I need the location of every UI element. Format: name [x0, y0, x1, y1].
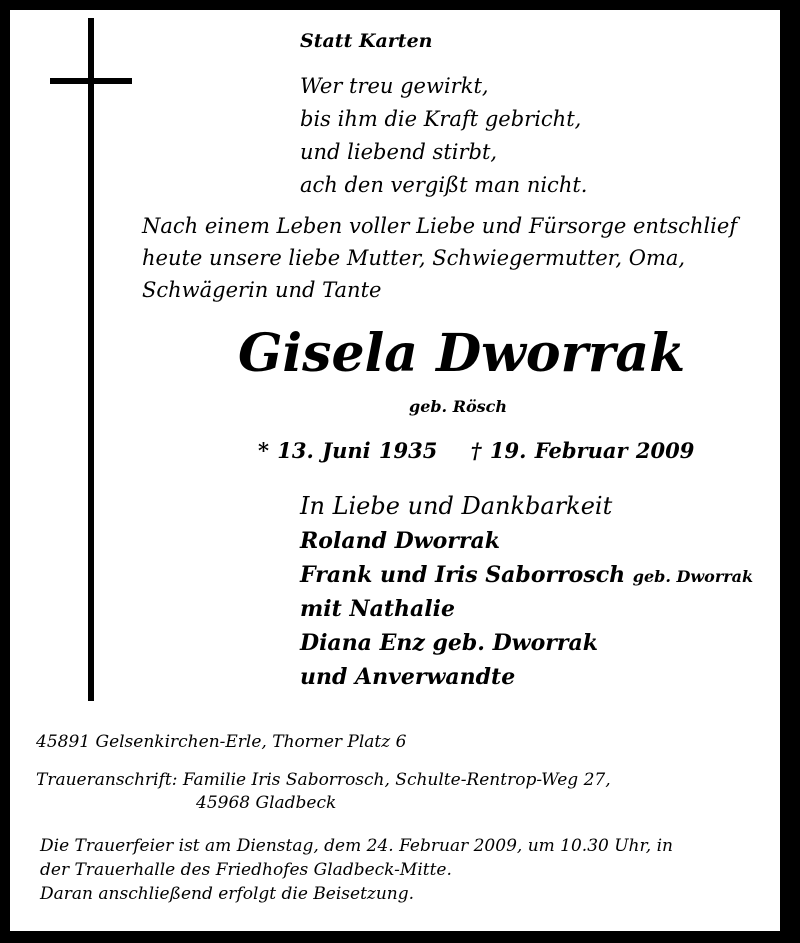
relative-line: Roland Dworrak [300, 528, 500, 554]
relative-line [300, 562, 753, 588]
birth-date: * 13. Juni 1935 [258, 438, 438, 463]
relative-line: mit Nathalie [300, 596, 455, 622]
home-address: 45891 Gelsenkirchen-Erle, Thorner Platz 6 [36, 732, 407, 752]
intro-line: Nach einem Leben voller Liebe und Fürsorge entschlief [142, 214, 738, 238]
intro-line: Schwägerin und Tante [142, 278, 382, 302]
ceremony-info [40, 834, 673, 906]
poem-line: ach den vergißt man nicht. [300, 173, 588, 197]
intro-line: heute unsere liebe Mutter, Schwiegermutter, Oma, [142, 246, 686, 270]
mourning-address-city: 45968 Gladbeck [196, 793, 337, 813]
life-dates [258, 438, 694, 463]
poem-line: Wer treu gewirkt, [300, 74, 489, 98]
maiden-name: geb. Rösch [409, 397, 508, 416]
relative-maiden-name: geb. Dworrak [632, 567, 754, 586]
closing-line: In Liebe und Dankbarkeit [300, 492, 613, 520]
poem-line: und liebend stirbt, [300, 140, 498, 164]
poem [300, 70, 587, 202]
relative-name: Frank und Iris Saborrosch [300, 562, 626, 588]
cross-icon [88, 18, 94, 701]
ceremony-line: Die Trauerfeier ist am Dienstag, dem 24. Februar 2009, um 10.30 Uhr, in [40, 836, 673, 856]
poem-line: bis ihm die Kraft gebricht, [300, 107, 582, 131]
death-date: † 19. Februar 2009 [470, 438, 695, 463]
ceremony-line: der Trauerhalle des Friedhofes Gladbeck-Mitte. [40, 860, 452, 880]
mourning-address: Traueranschrift: Familie Iris Saborrosch, Schulte-Rentrop-Weg 27, [36, 770, 611, 790]
deceased-name: Gisela Dworrak [238, 323, 686, 384]
cross-icon-bar [50, 78, 132, 84]
relative-line: Diana Enz geb. Dworrak [300, 630, 598, 656]
intro-text [142, 210, 737, 306]
ceremony-line: Daran anschließend erfolgt die Beisetzung. [40, 884, 415, 904]
obituary-card [10, 10, 780, 931]
statt-karten-header: Statt Karten [300, 30, 433, 52]
relative-line: und Anverwandte [300, 664, 516, 690]
